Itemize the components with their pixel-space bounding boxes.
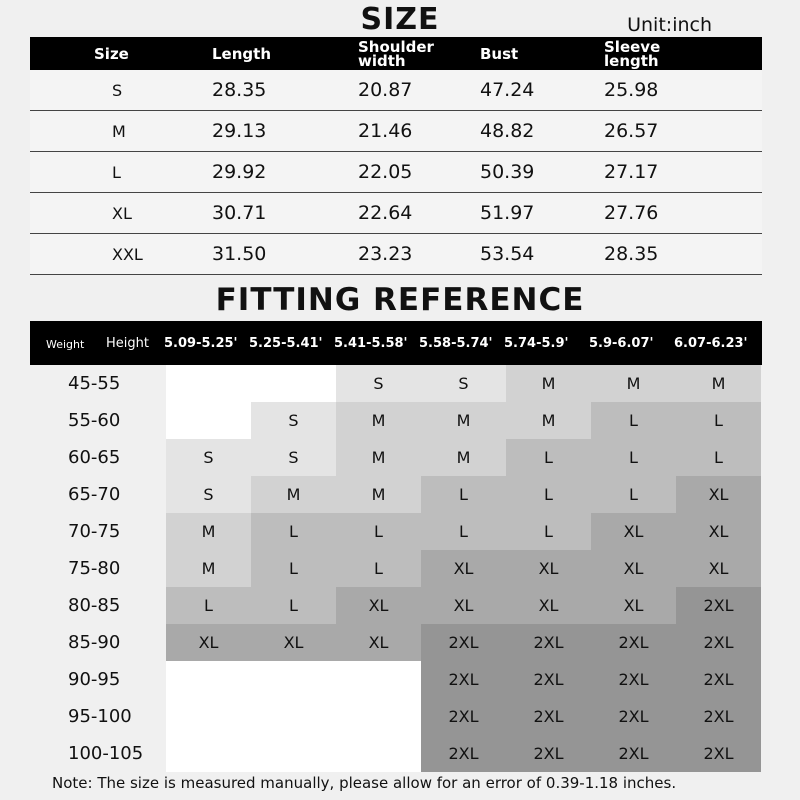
unit-label: Unit:inch [627, 14, 712, 36]
size-recommendation-cell: L [676, 439, 761, 476]
size-recommendation-cell [166, 735, 251, 772]
height-range-header: 5.09-5.25' [164, 336, 238, 351]
size-recommendation-cell: L [591, 439, 676, 476]
measurement-cell: 29.13 [212, 111, 358, 152]
size-recommendation-cell: S [336, 365, 421, 402]
header-shoulder-width: Shoulder width [358, 37, 480, 70]
size-recommendation-cell: 2XL [676, 587, 761, 624]
size-recommendation-cell: XL [591, 513, 676, 550]
measurement-cell: 28.35 [212, 70, 358, 111]
size-recommendation-cell: M [166, 513, 251, 550]
size-row [30, 152, 762, 193]
size-recommendation-cell: 2XL [676, 624, 761, 661]
measurement-cell: 20.87 [358, 70, 480, 111]
size-recommendation-cell: 2XL [421, 624, 506, 661]
size-recommendation-cell: M [421, 402, 506, 439]
size-recommendation-cell: XL [506, 587, 591, 624]
size-cell: XXL [30, 234, 212, 275]
size-recommendation-cell [251, 661, 336, 698]
measurement-cell: 22.05 [358, 152, 480, 193]
fitting-row [30, 698, 762, 735]
size-recommendation-cell: M [506, 402, 591, 439]
size-recommendation-cell: XL [506, 550, 591, 587]
measurement-cell: 23.23 [358, 234, 480, 275]
size-recommendation-cell [336, 698, 421, 735]
fitting-row [30, 513, 762, 550]
fitting-reference-title: FITTING REFERENCE [215, 282, 585, 318]
size-row [30, 193, 762, 234]
size-recommendation-cell: XL [336, 587, 421, 624]
fitting-row [30, 624, 762, 661]
size-recommendation-cell: M [506, 365, 591, 402]
fitting-row [30, 476, 762, 513]
size-recommendation-cell: XL [591, 550, 676, 587]
measurement-cell: 21.46 [358, 111, 480, 152]
weight-range: 80-85 [68, 595, 121, 616]
measurement-cell: 31.50 [212, 234, 358, 275]
size-recommendation-cell: L [336, 513, 421, 550]
size-recommendation-cell [251, 365, 336, 402]
height-range-header: 5.41-5.58' [334, 336, 408, 351]
size-chart-header-row [30, 37, 762, 70]
size-chart-table [30, 37, 762, 275]
size-recommendation-cell: S [251, 402, 336, 439]
size-recommendation-cell: 2XL [421, 698, 506, 735]
measurement-cell: 30.71 [212, 193, 358, 234]
measurement-cell: 53.54 [480, 234, 604, 275]
fitting-row [30, 365, 762, 402]
size-cell: S [30, 70, 212, 111]
weight-range: 60-65 [68, 447, 121, 468]
size-recommendation-cell: 2XL [506, 624, 591, 661]
weight-range: 100-105 [68, 743, 144, 764]
size-recommendation-cell [251, 735, 336, 772]
size-recommendation-cell: L [251, 587, 336, 624]
header-length: Length [212, 37, 358, 70]
size-recommendation-cell: M [421, 439, 506, 476]
measurement-cell: 26.57 [604, 111, 762, 152]
weight-range: 95-100 [68, 706, 132, 727]
size-recommendation-cell: 2XL [676, 661, 761, 698]
measurement-cell: 28.35 [604, 234, 762, 275]
height-label: Height [106, 336, 149, 351]
size-recommendation-cell: L [506, 439, 591, 476]
height-range-header: 5.25-5.41' [249, 336, 323, 351]
size-row [30, 111, 762, 152]
size-recommendation-cell: S [421, 365, 506, 402]
size-recommendation-cell [336, 661, 421, 698]
size-recommendation-cell: M [336, 402, 421, 439]
size-recommendation-cell: M [336, 476, 421, 513]
size-recommendation-cell: S [166, 439, 251, 476]
size-recommendation-cell: 2XL [421, 661, 506, 698]
size-recommendation-cell [336, 735, 421, 772]
weight-label: Weight [46, 338, 85, 351]
size-recommendation-cell: M [336, 439, 421, 476]
measurement-cell: 51.97 [480, 193, 604, 234]
size-recommendation-cell: L [676, 402, 761, 439]
size-recommendation-cell: L [421, 513, 506, 550]
measurement-note: Note: The size is measured manually, please allow for an error of 0.39-1.18 inches. [52, 774, 677, 792]
size-recommendation-cell: 2XL [591, 735, 676, 772]
weight-range: 65-70 [68, 484, 121, 505]
size-recommendation-cell: 2XL [591, 698, 676, 735]
size-recommendation-cell [251, 698, 336, 735]
weight-range: 85-90 [68, 632, 121, 653]
size-recommendation-cell [166, 365, 251, 402]
weight-range: 55-60 [68, 410, 121, 431]
measurement-cell: 29.92 [212, 152, 358, 193]
height-range-header: 5.58-5.74' [419, 336, 493, 351]
measurement-cell: 22.64 [358, 193, 480, 234]
fitting-row [30, 661, 762, 698]
size-recommendation-cell: M [166, 550, 251, 587]
size-recommendation-cell: L [251, 513, 336, 550]
size-recommendation-cell: 2XL [591, 661, 676, 698]
size-recommendation-cell: XL [591, 587, 676, 624]
fitting-row [30, 402, 762, 439]
size-cell: M [30, 111, 212, 152]
size-recommendation-cell: L [506, 513, 591, 550]
size-recommendation-cell: XL [676, 550, 761, 587]
size-recommendation-cell [166, 402, 251, 439]
size-recommendation-cell: XL [421, 550, 506, 587]
size-row [30, 234, 762, 275]
measurement-cell: 25.98 [604, 70, 762, 111]
size-recommendation-cell: M [591, 365, 676, 402]
fitting-row [30, 587, 762, 624]
size-recommendation-cell: XL [676, 513, 761, 550]
fitting-row [30, 439, 762, 476]
size-recommendation-cell: L [591, 402, 676, 439]
weight-range: 90-95 [68, 669, 121, 690]
size-recommendation-cell [166, 698, 251, 735]
measurement-cell: 27.17 [604, 152, 762, 193]
size-recommendation-cell: L [591, 476, 676, 513]
height-range-header: 5.74-5.9' [504, 336, 569, 351]
measurement-cell: 27.76 [604, 193, 762, 234]
size-recommendation-cell: L [251, 550, 336, 587]
size-recommendation-cell: 2XL [676, 735, 761, 772]
size-recommendation-cell: M [251, 476, 336, 513]
size-recommendation-cell: XL [166, 624, 251, 661]
size-recommendation-cell: XL [421, 587, 506, 624]
size-recommendation-cell: XL [251, 624, 336, 661]
size-recommendation-cell: XL [676, 476, 761, 513]
size-recommendation-cell: L [336, 550, 421, 587]
fitting-row [30, 735, 762, 772]
weight-range: 70-75 [68, 521, 121, 542]
fitting-row [30, 550, 762, 587]
size-recommendation-cell: 2XL [421, 735, 506, 772]
measurement-cell: 48.82 [480, 111, 604, 152]
size-cell: XL [30, 193, 212, 234]
size-recommendation-cell [166, 661, 251, 698]
measurement-cell: 50.39 [480, 152, 604, 193]
fitting-header-row [30, 321, 762, 365]
size-recommendation-cell: XL [336, 624, 421, 661]
height-range-header: 6.07-6.23' [674, 336, 748, 351]
size-recommendation-cell: L [166, 587, 251, 624]
size-recommendation-cell: 2XL [676, 698, 761, 735]
size-chart-title: SIZE [360, 2, 440, 37]
size-row [30, 70, 762, 111]
size-recommendation-cell: 2XL [506, 735, 591, 772]
size-recommendation-cell: L [421, 476, 506, 513]
measurement-cell: 47.24 [480, 70, 604, 111]
header-bust: Bust [480, 37, 604, 70]
header-size: Size [30, 37, 212, 70]
weight-range: 75-80 [68, 558, 121, 579]
size-recommendation-cell: 2XL [506, 661, 591, 698]
weight-range: 45-55 [68, 373, 121, 394]
header-sleeve-length: Sleeve length [604, 37, 762, 70]
size-recommendation-cell: 2XL [506, 698, 591, 735]
size-recommendation-cell: M [676, 365, 761, 402]
size-recommendation-cell: S [166, 476, 251, 513]
size-recommendation-cell: L [506, 476, 591, 513]
size-recommendation-cell: 2XL [591, 624, 676, 661]
height-range-header: 5.9-6.07' [589, 336, 654, 351]
size-recommendation-cell: S [251, 439, 336, 476]
size-cell: L [30, 152, 212, 193]
